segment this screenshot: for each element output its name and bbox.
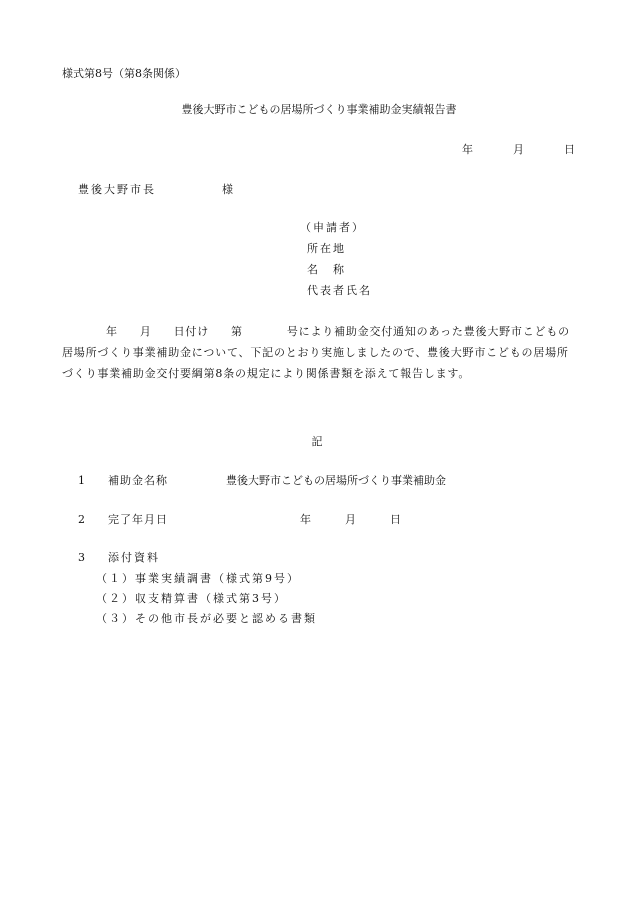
applicant-address-label: 所在地 (307, 242, 346, 255)
date-year: 年 (462, 143, 473, 156)
completion-day: 日 (390, 513, 401, 526)
addressee (78, 184, 235, 195)
item-attachments (78, 552, 160, 563)
ki-heading: 記 (311, 435, 323, 448)
body-month: 月 (139, 325, 152, 338)
addressee-name: 豊後大野市長 (78, 183, 156, 196)
applicant-name-label: 名 称 (307, 263, 346, 276)
body-main-text: 号により補助金交付通知のあった豊後大野市こどもの居場所づくり事業補助金について、下記のとおり実施しましたので、豊後大野市こどもの居場所づくり事業補助金交付要綱第8条の規定により関係書類を添えて報告します。 (62, 325, 570, 380)
body-paragraph (62, 321, 572, 384)
applicant-block (300, 222, 372, 306)
attachment-item: （２）収支精算書（様式第3号） (96, 592, 287, 605)
item-subsidy-name (78, 475, 446, 486)
item-number: 3 (78, 551, 85, 564)
applicant-representative-label: 代表者氏名 (307, 284, 372, 297)
document-title: 豊後大野市こどもの居場所づくり事業補助金実績報告書 (181, 103, 457, 116)
report-date (462, 144, 575, 155)
item-value: 豊後大野市こどもの居場所づくり事業補助金 (226, 474, 446, 487)
item-label: 補助金名称 (108, 474, 168, 487)
attachment-list (96, 573, 317, 633)
date-day: 日 (564, 143, 575, 156)
addressee-honorific: 様 (222, 183, 235, 196)
form-number: 様式第8号（第8条関係） (62, 67, 186, 80)
attachment-item: （３）その他市長が必要と認める書類 (96, 612, 317, 625)
body-dai: 第 (231, 325, 243, 338)
item-number: 2 (78, 513, 85, 526)
item-label: 完了年月日 (108, 513, 168, 526)
applicant-header: （申請者） (300, 221, 365, 234)
item-number: 1 (78, 474, 85, 487)
body-dated: 日付け (173, 325, 210, 338)
item-completion-date (78, 514, 401, 525)
completion-year: 年 (300, 513, 311, 526)
body-year: 年 (106, 325, 118, 338)
completion-month: 月 (345, 513, 356, 526)
item-label: 添付資料 (108, 551, 160, 564)
attachment-item: （１）事業実績調書（様式第9号） (96, 572, 300, 585)
date-month: 月 (513, 143, 524, 156)
